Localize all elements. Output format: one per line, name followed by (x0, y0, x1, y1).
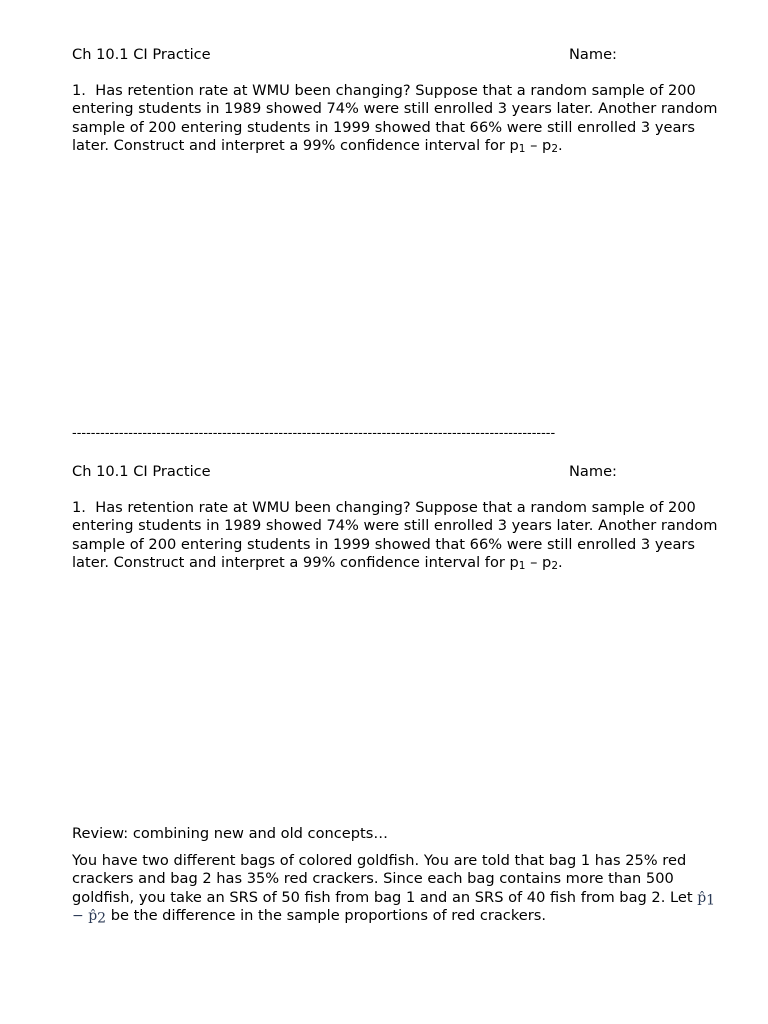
subscript-1: 1 (518, 559, 526, 572)
question-number: 1. (72, 499, 86, 516)
subscript-2: 2 (551, 142, 558, 155)
review-tail: be the difference in the sample proportions of red crackers. (106, 906, 546, 924)
review-text (72, 852, 720, 925)
review-heading: Review: combining new and old concepts… (72, 825, 388, 842)
p-hat-symbol: p̂ (697, 889, 707, 906)
question-1 (72, 82, 720, 155)
section-2-header (72, 463, 720, 483)
p-symbol: p (509, 136, 519, 154)
period: . (558, 136, 563, 154)
question-number: 1. (72, 82, 86, 99)
subscript-1: 1 (706, 892, 716, 909)
review-body: You have two different bags of colored goldfish. You are told that bag 1 has 25% red crackers and bag 2 has 35% red crackers. Since each bag contains more than 500 goldfish, you take an SRS of 50 fish from bag 1 and an SRS of 40 fish from bag 2. Let (72, 852, 693, 906)
p-hat-symbol: p̂ (88, 907, 98, 924)
worksheet-title: Ch 10.1 CI Practice (72, 463, 211, 480)
minus-sign: − (72, 907, 89, 924)
question-body: Has retention rate at WMU been changing? Suppose that a random sample of 200 entering students in 1989 showed 74% were still enrolled 3 years later. Another random sample of 200 entering students in 1999 showed that 66% were still enrolled 3 years later. Construct and interpret a 99% confidence interval for (72, 82, 718, 154)
review-problem (72, 852, 720, 925)
question-text (72, 82, 720, 155)
dash: – (525, 136, 543, 154)
subscript-1: 1 (518, 142, 526, 155)
question-text (72, 499, 720, 572)
p-symbol: p (542, 136, 552, 154)
section-1-header (72, 46, 720, 66)
cut-line-divider: ------------------------------------------------------------------------------------------------------- (72, 426, 556, 441)
subscript-2: 2 (97, 910, 107, 927)
p-symbol: p (542, 553, 552, 571)
p-symbol: p (509, 553, 519, 571)
period: . (558, 553, 563, 571)
name-label: Name: (569, 463, 617, 480)
name-label: Name: (569, 46, 617, 63)
subscript-2: 2 (551, 559, 558, 572)
dash: – (525, 553, 543, 571)
worksheet-title: Ch 10.1 CI Practice (72, 46, 211, 63)
question-body: Has retention rate at WMU been changing? Suppose that a random sample of 200 entering students in 1989 showed 74% were still enrolled 3 years later. Another random sample of 200 entering students in 1999 showed that 66% were still enrolled 3 years later. Construct and interpret a 99% confidence interval for (72, 499, 718, 571)
question-1-copy (72, 499, 720, 572)
